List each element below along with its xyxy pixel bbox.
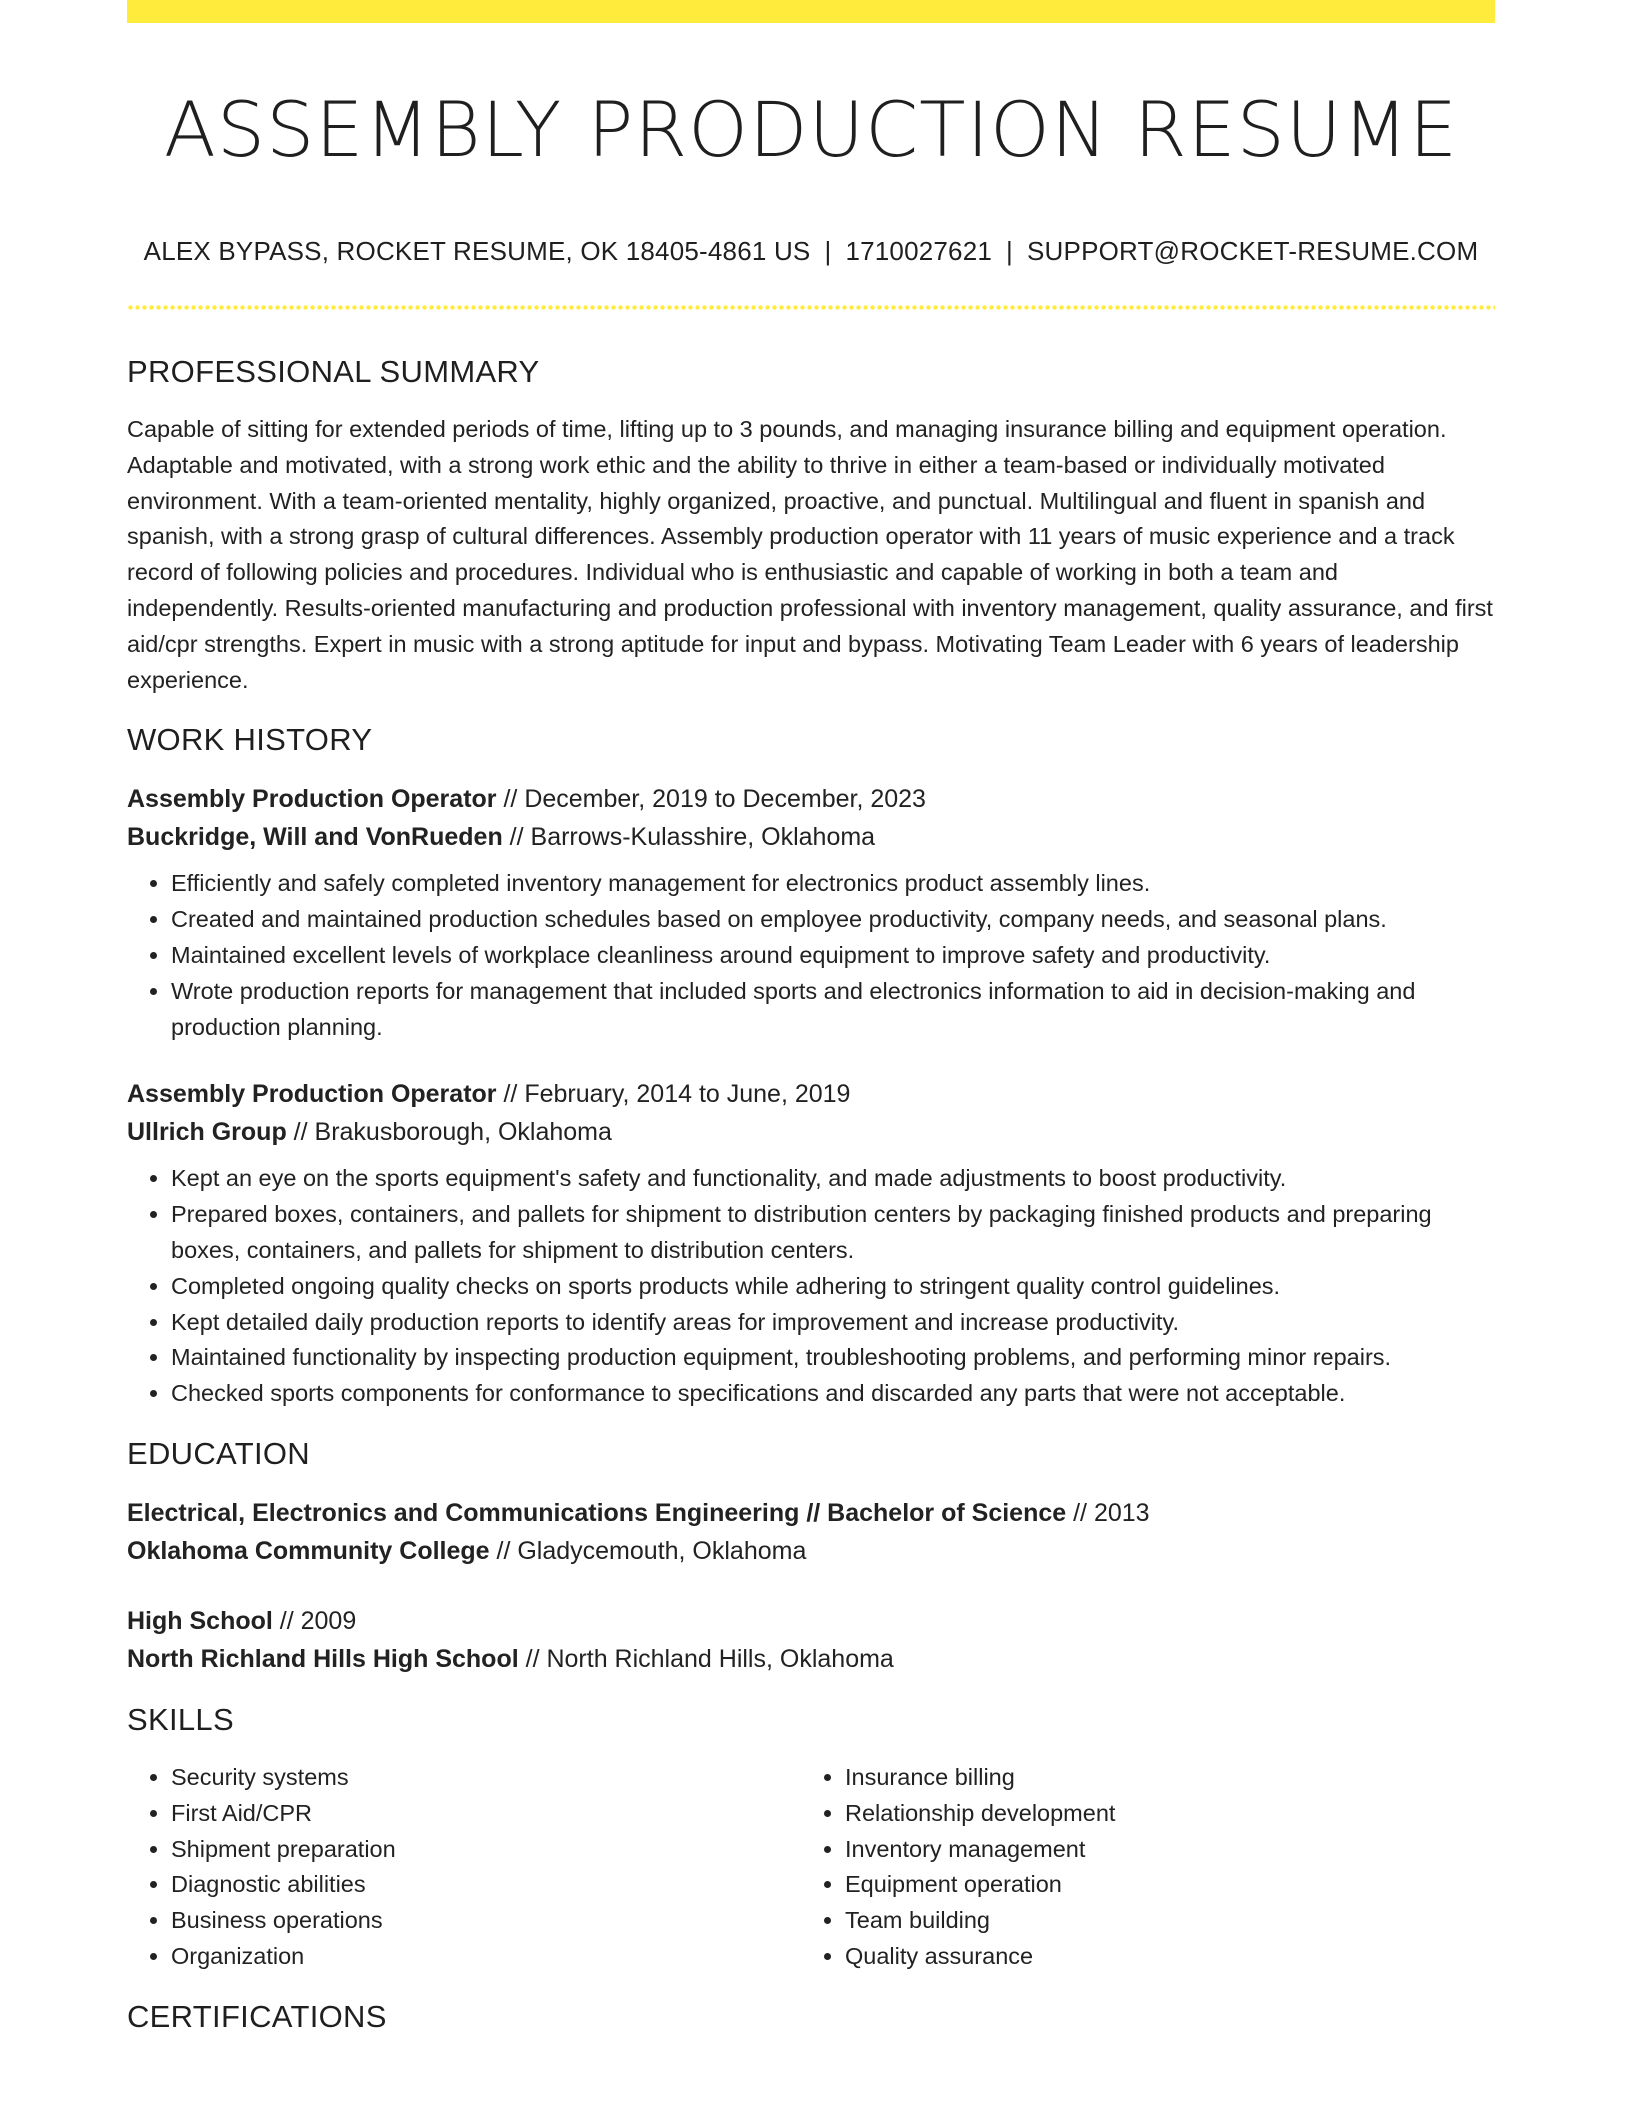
dotted-divider: [127, 305, 1495, 310]
job-title-line: [127, 780, 1495, 818]
contact-line: [127, 236, 1495, 267]
job-company: Buckridge, Will and VonRueden: [127, 823, 503, 852]
list-item: • Created and maintained production schedules based on employee productivity, company needs, and seasonal plans.: [171, 902, 1495, 938]
job-title: Assembly Production Operator: [127, 785, 497, 814]
job-title: Assembly Production Operator: [127, 1080, 497, 1109]
job-entry: [127, 1075, 1495, 1412]
contact-address: ALEX BYPASS, ROCKET RESUME, OK 18405-4861 US: [143, 236, 811, 266]
skill-item: • Organization: [171, 1939, 801, 1975]
job-entry: [127, 780, 1495, 1045]
education-heading: EDUCATION: [127, 1435, 310, 1471]
school-location: // Gladycemouth, Oklahoma: [489, 1536, 807, 1565]
job-dates: // December, 2019 to December, 2023: [496, 785, 926, 814]
job-company: Ullrich Group: [127, 1118, 287, 1147]
list-item: • Kept an eye on the sports equipment's safety and functionality, and made adjustments to boost productivity.: [171, 1161, 1495, 1197]
list-item: • Checked sports components for conformance to specifications and discarded any parts that were not acceptable.: [171, 1376, 1495, 1412]
skills-heading: SKILLS: [127, 1701, 234, 1737]
job-dates: // February, 2014 to June, 2019: [496, 1080, 851, 1109]
list-item: • Maintained functionality by inspecting production equipment, troubleshooting problems, and performing minor repairs.: [171, 1340, 1495, 1376]
degree-name: Electrical, Electronics and Communications Engineering // Bachelor of Science: [127, 1498, 1067, 1527]
contact-separator: |: [1006, 236, 1014, 266]
school-location: // North Richland Hills, Oklahoma: [518, 1644, 894, 1673]
job-company-line: [127, 1113, 1495, 1151]
work-history-heading: WORK HISTORY: [127, 722, 373, 758]
resume-content: [127, 352, 1495, 2057]
job-location: // Barrows-Kulasshire, Oklahoma: [502, 823, 876, 852]
school-name: North Richland Hills High School: [127, 1644, 519, 1673]
education-entry: [127, 1602, 1495, 1678]
job-title-line: [127, 1075, 1495, 1113]
contact-phone: 1710027621: [845, 236, 993, 266]
degree-name: High School: [127, 1606, 273, 1635]
degree-line: [127, 1494, 1495, 1532]
job-location: // Brakusborough, Oklahoma: [286, 1118, 612, 1147]
summary-heading: PROFESSIONAL SUMMARY: [127, 354, 540, 389]
list-item: • Prepared boxes, containers, and pallets for shipment to distribution centers by packaging finished products and preparing boxes, containers, and pallets for shipment to distribution centers.: [171, 1197, 1495, 1269]
skill-item: • Diagnostic abilities: [171, 1867, 801, 1903]
job-duties-list: [127, 1161, 1495, 1412]
skill-item: • Shipment preparation: [171, 1832, 801, 1868]
degree-year: // 2013: [1066, 1498, 1150, 1527]
school-line: [127, 1532, 1495, 1570]
list-item: • Completed ongoing quality checks on sports products while adhering to stringent quality control guidelines.: [171, 1269, 1495, 1305]
summary-text: Capable of sitting for extended periods of time, lifting up to 3 pounds, and managing insurance billing and equipment operation. Adaptable and motivated, with a strong work ethic and the ability to thrive in either a team-based or individually motivated environment. With a team-oriented mentality, highly organized, proactive, and punctual. Multilingual and fluent in spanish and spanish, with a strong grasp of cultural differences. Assembly production operator with 11 years of music experience and a track record of following policies and procedures. Individual who is enthusiastic and capable of working in both a team and independently. Results-oriented manufacturing and production professional with inventory management, quality assurance, and first aid/cpr strengths. Expert in music with a strong aptitude for input and bypass. Motivating Team Leader with 6 years of leadership experience.: [127, 416, 1493, 693]
list-item: • Wrote production reports for management that included sports and electronics information to aid in decision-making and production planning.: [171, 974, 1495, 1046]
skills-columns: [127, 1760, 1495, 1975]
page-title: ASSEMBLY PRODUCTION RESUME: [163, 85, 1459, 174]
skills-list-right: [801, 1760, 1475, 1975]
skill-item: • Inventory management: [845, 1832, 1475, 1868]
job-duties-list: [127, 866, 1495, 1045]
skill-item: • Security systems: [171, 1760, 801, 1796]
skill-item: • Team building: [845, 1903, 1475, 1939]
skill-item: • Insurance billing: [845, 1760, 1475, 1796]
skills-list-left: [127, 1760, 801, 1975]
school-line: [127, 1640, 1495, 1678]
skill-item: • Business operations: [171, 1903, 801, 1939]
list-item: • Maintained excellent levels of workplace cleanliness around equipment to improve safety and productivity.: [171, 938, 1495, 974]
degree-year: // 2009: [272, 1606, 357, 1635]
list-item: • Efficiently and safely completed inventory management for electronics product assembly lines.: [171, 866, 1495, 902]
education-entry: [127, 1494, 1495, 1570]
list-item: • Kept detailed daily production reports to identify areas for improvement and increase productivity.: [171, 1305, 1495, 1341]
school-name: Oklahoma Community College: [127, 1536, 490, 1565]
job-company-line: [127, 818, 1495, 856]
certifications-heading: CERTIFICATIONS: [127, 1998, 387, 2034]
contact-separator: |: [824, 236, 832, 266]
contact-email: SUPPORT@ROCKET-RESUME.COM: [1027, 236, 1479, 266]
skill-item: • Equipment operation: [845, 1867, 1475, 1903]
skill-item: • Relationship development: [845, 1796, 1475, 1832]
skill-item: • Quality assurance: [845, 1939, 1475, 1975]
degree-line: [127, 1602, 1495, 1640]
skill-item: • First Aid/CPR: [171, 1796, 801, 1832]
accent-bar: [127, 0, 1495, 23]
